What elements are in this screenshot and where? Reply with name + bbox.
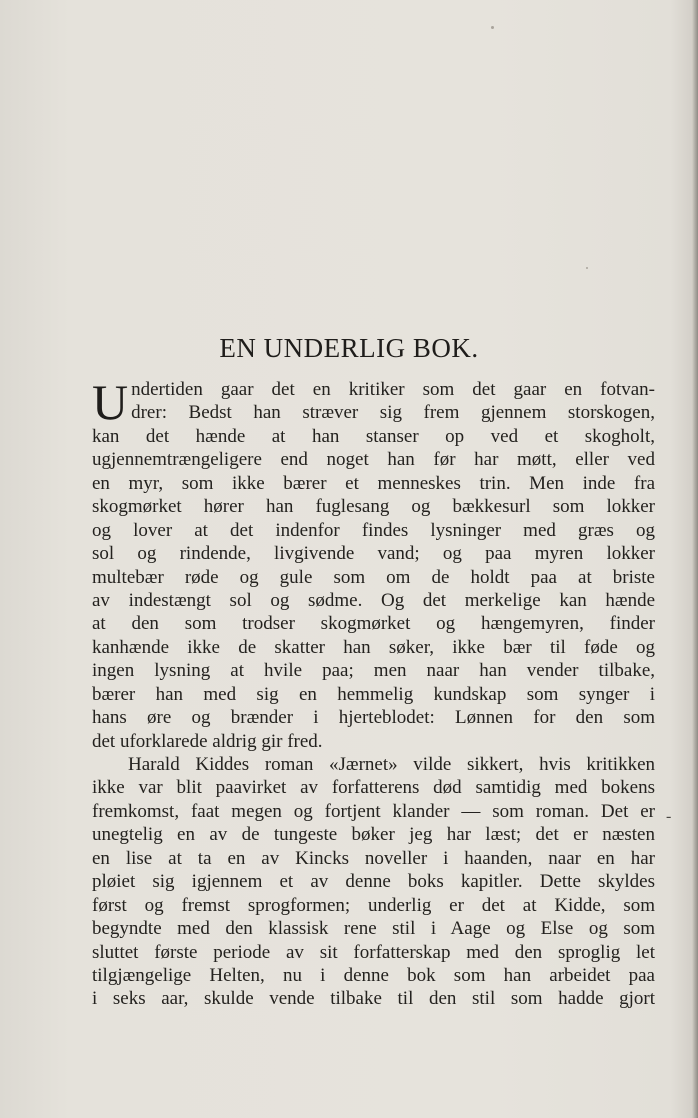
text-line: ikke var blit paavirket av forfatterens død samtidig med bokens	[92, 777, 655, 799]
text-line: sluttet første periode av sit forfatterskap med den sproglig let	[92, 941, 655, 963]
text-line: bærer han med sig en hemmelig kundskap som synger i	[92, 683, 655, 705]
body-text	[92, 374, 655, 1011]
text-line: en lise at ta en av Kincks noveller i haanden, naar en har	[92, 847, 655, 869]
paper-speck	[586, 267, 588, 269]
text-line: i seks aar, skulde vende tilbake til den stil som hadde gjort	[92, 988, 655, 1010]
text-line: Harald Kiddes roman «Jærnet» vilde sikkert, hvis kritikken	[128, 754, 655, 775]
text-line: og lover at det indenfor findes lysninger med græs og	[92, 519, 655, 541]
text-line: drer: Bedst han stræver sig frem gjennem storskogen,	[131, 402, 655, 424]
text-line: multebær røde og gule som om de holdt paa at briste	[92, 566, 655, 588]
text-line: av indestængt sol og sødme. Og det merkelige kan hænde	[92, 589, 655, 611]
text-line: unegtelig en av de tungeste bøker jeg har læst; det er næsten	[92, 824, 655, 846]
text-line: tilgjængelige Helten, nu i denne bok som han arbeidet paa	[92, 964, 655, 986]
text-line: at den som trodser skogmørket og hængemyren, finder	[92, 613, 655, 635]
text-line: skogmørket hører han fuglesang og bækkesurl som lokker	[92, 496, 655, 518]
text-line: pløiet sig igjennem et av denne boks kapitler. Dette skyldes	[92, 871, 655, 893]
drop-cap: U	[92, 374, 129, 430]
chapter-title: EN UNDERLIG BOK.	[219, 333, 479, 363]
text-line: sol og rindende, livgivende vand; og paa myren lokker	[92, 543, 655, 565]
text-line: først og fremst sprogformen; underlig er det at Kidde, som	[92, 894, 655, 916]
text-line: begyndte med den klassisk rene stil i Aage og Else og som	[92, 918, 655, 940]
text-line: det uforklarede aldrig gir fred.	[92, 730, 323, 752]
text-line: hans øre og brænder i hjerteblodet: Lønnen for den som	[92, 707, 655, 729]
text-line: fremkomst, faat megen og fortjent klander — som roman. Det er	[92, 800, 655, 822]
text-line: ingen lysning at hvile paa; men naar han vender tilbake,	[92, 660, 655, 682]
text-line: kan det hænde at han stanser op ved et skogholt,	[92, 425, 655, 447]
text-line: ugjennemtrængeligere end noget han før har møtt, eller ved	[92, 449, 655, 471]
margin-mark: -	[666, 808, 672, 825]
text-line: ndertiden gaar det en kritiker som det gaar en fotvan-	[131, 379, 655, 400]
text-line: en myr, som ikke bærer et menneskes trin. Men inde fra	[92, 472, 655, 494]
paper-speck	[491, 26, 494, 29]
text-line: kanhænde ikke de skatter han søker, ikke bær til føde og	[92, 636, 655, 658]
page-edge-shadow	[692, 0, 698, 1118]
